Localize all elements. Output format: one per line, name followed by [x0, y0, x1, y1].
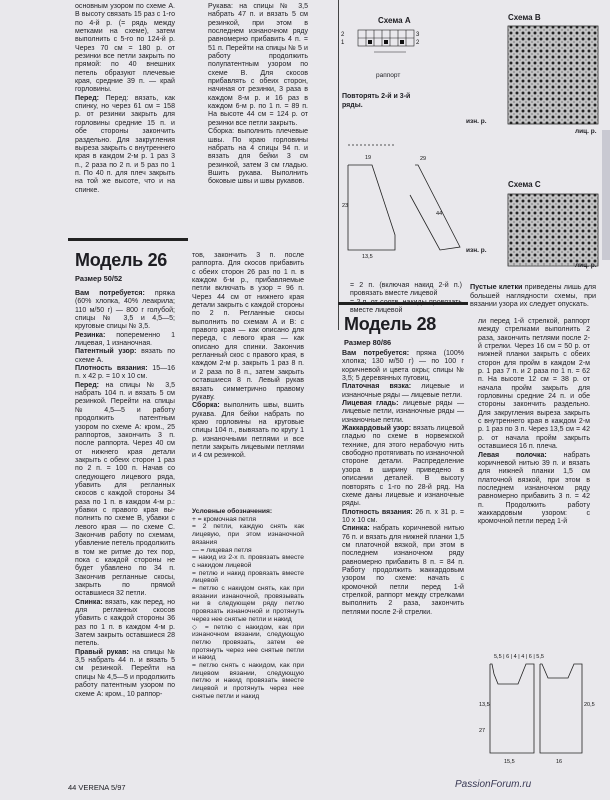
model28-sweater-diagram [478, 648, 593, 768]
empty-cells-note: Пустые клетки приведены лишь для большей наглядности схемы, при вязании узора их следует опускать. [470, 282, 596, 309]
model26-size: Размер 50/52 [75, 274, 123, 283]
scheme-a-title: Схема A [378, 16, 411, 25]
sweater-top-dims: 5,5 | 6 | 4 | 4 | 6 | 5,5 [494, 654, 544, 660]
dim-sleeve-side: 44 [436, 211, 443, 217]
model28-col1: Вам потребуется: пряжа (100% хлопка; 130 м/50 г) — по 100 г коричневой и цвета охры; спицы № 3,5; 5 деревянных пуговиц. Платочная вязка: лицевые и изнаночные ряды — лицевые петли. Лицевая гладь: лицевые ряды — лицевые петли, изнаночные ряды — изнаночные петли. Жаккардовый узор: вязать лицевой гладью по схеме в норвежской технике, для этого нерабочую нить свободно протягивать по изнаночной стороне детали. Распределение узора в ширину приведено в описании деталей. В высоту повторять с 1-го по 28-й ряд. На схеме даны лицевые и изнаночные ряды. Плотность вязания: 26 п. х 31 р. = 10 х 10 см. Спинка: набрать коричневой нитью 76 п. и вязать для нижней планки 1,5 см платочной вязкой, при этом в последнем изнаночном ряду равномерно прибавить 8 п. = 84 п. Работу продолжить жаккардовым узором по схеме: начать с кромочной петли перед 1-й стрелкой, раппорт между стрелками выполнить 2 раза, закончить петлями после 2-й стрелки. [342, 350, 465, 616]
rapport-label: раппорт [376, 72, 401, 79]
scheme-b-grid [490, 24, 600, 134]
model26-col1: Вам потребуется: пряжа (60% хлопка, 40% лeакрила; 110 м/50 г) — 800 г голубой; спицы № 3,5 и 4,5—5; круговые спицы № 3,5. Резинка: попеременно 1 лицевая, 1 изнаночная. Патентный узор: вязать по схеме А. Плотность вязания: 15—16 п. х 42 р. = 10 х 10 см. Перед: на спицы № 3,5 набрать 104 п. и вязать 5 см резинкой. Перейти на спицы № 4,5—5 и работу продолжить патентным узором по схеме А: кром., 25 раппортов, закончить 3 п. после раппорта. Через 40 см от нижнего края детали закрыть с обеих сторон 1 раз по 2 п. = 100 п. Начав со следующего лицевого ряда, убавить для регланных скосов с каждой стороны 34 раза по 1 п. в каждом 4-м р.: убавки с правого края выполнить по схеме В, убавки с левого края — по схеме С. Закончив работу по схемам, убавление петель продолжить в том же ритме до тех пор, пока с каждой стороны не будет убавлено по 34 п. Закончив регланные скосы, закрыть по прямой оставшиеся 32 петли. Спинка: вязать, как перед, но для регланных скосов убавить с каждой стороны 36 раз по 1 п. в каждом 4-м р. Затем закрыть оставшиеся 28 петель. Правый рукав: на спицы № 3,5 набрать 44 п. и вязать 5 см резинкой. Перейти на спицы № 4,5—5 и продолжить работу патентным узором по схеме А: кром., 10 раппор- [75, 290, 176, 698]
sweater-h2: 20,5 [584, 702, 595, 708]
sweater-left-dim: 13,5 [479, 702, 490, 708]
scheme-a-mark-2: 2 [416, 40, 420, 46]
model28-col2: ли перед 1-й стрелкой, раппорт между стрелками выполнить 2 раза, закончить петлями после 2-й стрелки. Через 16 см = 50 р. от нижней планки закрыть с обеих сторон для пройм в каждом 2-м р. 1 раз 7 п. и 2 раза по 1 п. = 62 п. На высоте 12 см = 38 р. от начала пройм закрыть для горловины средние 24 п. и обе стороны закончить раздельно. Для закругления выреза закрыть с внутреннего края в каждом 2-м р. 1 раз по 3 п. Через 13,5 см = 42 р. от начала пройм закрыть оставшиеся 16 п. плеча. Левая полочка: набрать коричневой нитью 39 п. и вязать для нижней планки 1,5 см платочной вязкой, при этом в последнем изнаночном ряду равномерно прибавить 3 п. = 42 п. Продолжить работу жаккардовым узором: с кромочной петли перед 1-й [478, 318, 591, 526]
watermark: PassionForum.ru [455, 779, 532, 790]
model26-col2: тов, закончить 3 п. после раппорта. Для скосов прибавить с обеих сторон 26 раз по 1 п. в каждом 6-м р., прибавляемые петли включать в узор = 96 п. Через 44 см от нижнего края детали закрыть с каждой стороны по 2 п. Регланные скосы выполнить по схемам А и В: с правого края — как описано для переда, с левого края — как описано для спинки. Закончив регланный скос с правого края, в каждом 2-м р. закрыть 1 раз 8 п. и 2 раза по 8 п., затем закрыть оставшиеся 8 п. Левый рукав вязать симметрично правому рукаву. Сборка: выполнить швы, вшить рукава. Для бейки набрать по краю горловины на круговые спицы 104 п., вывязать по кругу 1 р. изнаночными петлями и все петли закрыть лицевыми петлями и 4 см резинкой. [192, 252, 304, 460]
sleeves-paragraph: Рукава: на спицы № 3,5 набрать 47 п. и вязать 5 см резинкой, при этом в последнем изнаночном ряду равномерно прибавить 4 п. = 51 п. Перейти на спицы № 5 и работу продолжить полупатентным узором по схеме В. Для скосов прибавлять с обеих сторон, начиная от резинки, 3 раза в каждом 8-м р. и 16 раз в каждом 6-м р. по 1 п. = 89 п. На высоте 44 см = 124 р. от резинки все петли закрыть. [208, 3, 308, 127]
scheme-c-wrong-side: изн. р. [466, 247, 487, 254]
back-continued: основным узором по схеме А. В высоту связать 15 раз с 1-го по 4-й р. (= рядь между метками на схеме), затем выполнить с 5-го по 124-й р. Через 70 см = 180 р. от резинки все петли закрыть по прямой: по 40 внешних петель образуют плечевые края, средние 39 п. — край горловины. [75, 3, 175, 94]
dim-top: 19 [365, 155, 372, 161]
sweater-w2: 16 [556, 759, 563, 765]
scheme-a-mark-3: 3 [416, 32, 420, 38]
sweater-w: 15,5 [504, 759, 515, 765]
model28-size: Размер 80/86 [344, 338, 392, 347]
model28-rule [338, 302, 468, 305]
scheme-b-wrong-side: изн. р. [466, 118, 487, 125]
scheme-c-right-side: лиц. р. [575, 262, 597, 269]
scheme-a-row-2: 2 [341, 32, 345, 38]
assembly-paragraph: Сборка: выполнить плечевые швы. По краю горловины набрать на 4 спицы 94 п. и вязать для бейки 3 см резинкой, затем 3 см гладью. Вшить рукава. Выполнить боковые швы и швы рукавов. [208, 128, 308, 186]
dim-side: 23 [342, 203, 349, 209]
model26-title: Модель 26 [75, 250, 168, 270]
model26-legend: Условные обозначения: + = кромочная петля = 2 петли, каждую снять как лицевую, при этом изнаночной вязания — = лицевая петля = накид из 2-х п. провязать вместе с накидом лицевой = петлю и накид провязать вместе лицевой = петлю с накидом снять, как при вязании изнаночной, провязывать ни в следующем ряду петлю провязать изнаночной и протянуть через нее снятые петли и накид ◇ = петлю с накидом, как при изнаночном вязании, следующую петлю провязать, затем ее протянуть через нее снятые петли и накид = петлю снять с накидом, как при лицевом вязании, следующую петлю и накид провязать вместе лицевой и протянуть через нее снятые петли и накид [192, 508, 304, 700]
repeat-note: Повторять 2-й и 3-й ряды. [342, 93, 411, 109]
decrease-notes: = 2 п. (включая накид 2-й п.) провязать вместе лицевой вместе лицевой [350, 282, 462, 315]
front-paragraph: Перед: Перед: вязать, как спинку, но через 61 см = 158 р. от резинки закрыть для горловины средние 15 п. и обе стороны закончить раздельно. Для закругления выреза закрыть с внутреннего края в каждом 2-м р. 1 раз 3 п., 2 раза по 2 п. и 5 раз по 1 п. По 40 п. для плеч закрыть на той же высоте, что и на спинке. [75, 94, 175, 194]
scheme-a-grid [340, 26, 420, 66]
scheme-b-title: Схема B [508, 13, 541, 22]
scheme-b-right-side: лиц. р. [575, 128, 597, 135]
page-edge-tab [602, 130, 610, 260]
column-divider [338, 0, 339, 330]
page-footer: 44 VERENA 5/97 [68, 783, 126, 792]
model28-title: Модель 28 [344, 314, 437, 334]
scheme-c-grid [490, 192, 600, 272]
scheme-c-title: Схема C [508, 180, 541, 189]
scheme-a-row-1: 1 [341, 40, 345, 46]
sweater-h1: 27 [479, 728, 486, 734]
raglan-pattern-diagram [340, 115, 470, 265]
dim-sleeve-top: 29 [420, 156, 427, 162]
top-text-col2 [208, 3, 308, 187]
dim-bottom: 13,5 [362, 254, 373, 260]
model26-rule [68, 238, 188, 241]
top-text-col1 [75, 3, 175, 195]
